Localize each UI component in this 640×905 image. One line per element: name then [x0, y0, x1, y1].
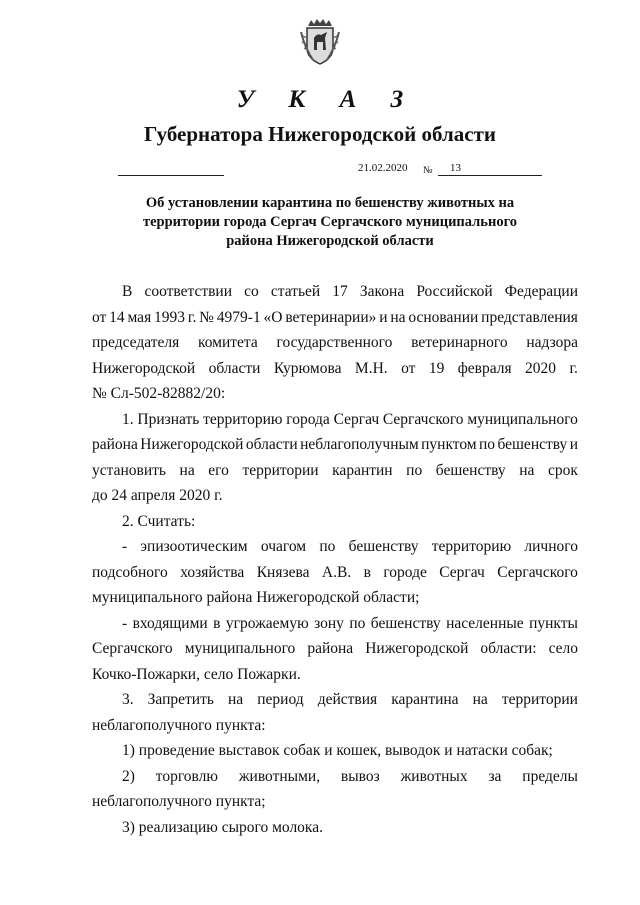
- word: и: [569, 436, 578, 453]
- word: его: [208, 461, 229, 479]
- word: личного: [524, 538, 578, 555]
- word: государственного: [276, 334, 393, 351]
- paragraph-line: [92, 636, 578, 662]
- word: территории: [242, 461, 319, 479]
- word: пункты: [529, 614, 578, 632]
- word: животными,: [238, 767, 321, 785]
- word: февраля: [457, 359, 512, 377]
- word: области:: [480, 640, 537, 657]
- paragraph: [92, 407, 578, 509]
- word: 17: [332, 283, 348, 300]
- word: 3.: [122, 691, 134, 708]
- word: Сергачского: [382, 410, 464, 428]
- word: угрожаемую: [225, 614, 309, 632]
- paragraph-line: 3) реализацию сырого молока.: [122, 818, 323, 836]
- document-heading: [120, 194, 540, 251]
- word: области: [245, 436, 298, 453]
- word: надзора: [526, 334, 578, 351]
- word: Нижегородской: [365, 640, 469, 657]
- word: города: [286, 410, 330, 428]
- word: Сергач: [333, 410, 380, 428]
- document-type-title: У К А З: [236, 86, 418, 113]
- word: 2): [122, 767, 135, 785]
- heading-line: Об установлении карантина по бешенству животных на: [145, 195, 515, 211]
- word: №: [199, 308, 214, 326]
- paragraph: [92, 279, 578, 407]
- paragraph-line: [92, 305, 578, 331]
- paragraph: [92, 509, 578, 535]
- word: территорию: [431, 538, 512, 555]
- word: на: [228, 691, 244, 708]
- paragraph: [92, 738, 578, 764]
- word: г.: [187, 308, 197, 326]
- word: по: [406, 461, 423, 479]
- word: муниципального: [184, 640, 296, 657]
- word: входящими: [132, 614, 208, 632]
- paragraph-line: [92, 330, 578, 356]
- word: на: [390, 308, 406, 326]
- paragraph-line: [92, 458, 578, 484]
- word: эпизоотическим: [140, 538, 248, 555]
- word: хозяйства: [180, 563, 245, 581]
- word: в: [213, 614, 221, 632]
- word: 14: [109, 308, 125, 326]
- word: Нижегородской: [140, 436, 244, 453]
- word: за: [488, 767, 502, 785]
- word: «О: [263, 308, 283, 326]
- word: соответствии: [144, 283, 233, 300]
- word: 19: [428, 359, 445, 377]
- paragraph-line: [92, 534, 578, 560]
- document-number: 13: [450, 162, 461, 174]
- word: Курюмова: [273, 359, 342, 377]
- paragraph-line: № Сл-502-82882/20:: [92, 385, 226, 402]
- heading-line: района Нижегородской области: [226, 233, 434, 249]
- word: территории: [501, 691, 578, 708]
- word: торговлю: [155, 767, 218, 785]
- number-label: №: [423, 165, 433, 176]
- word: -: [122, 614, 128, 632]
- paragraph-line: муниципального района Нижегородской области;: [92, 589, 420, 606]
- word: г.: [569, 359, 578, 377]
- word: городе: [383, 563, 427, 581]
- word: зону: [314, 614, 344, 632]
- word: территорию: [203, 410, 283, 428]
- word: установить: [92, 461, 166, 479]
- heading-line: территории города Сергач Сергачского муниципального: [142, 214, 518, 230]
- word: от: [401, 359, 416, 377]
- word: период: [257, 691, 304, 708]
- document-body: [92, 279, 578, 840]
- word: района: [307, 640, 354, 657]
- word: и: [379, 308, 388, 326]
- word: по: [319, 538, 336, 555]
- word: Российской: [416, 283, 493, 300]
- word: района: [92, 436, 138, 453]
- word: неблагополучным: [300, 436, 419, 453]
- word: А.В.: [321, 563, 352, 581]
- paragraph: [92, 764, 578, 815]
- word: подсобного: [92, 563, 168, 581]
- word: карантин: [332, 461, 393, 479]
- word: ветеринарного: [411, 334, 508, 351]
- word: в: [363, 563, 371, 581]
- paragraph-line: [92, 764, 578, 790]
- paragraph-line: [92, 560, 578, 586]
- word: Федерации: [504, 283, 578, 300]
- word: Нижегородской: [92, 359, 196, 377]
- paragraph: [92, 611, 578, 688]
- paragraph-line: 2. Считать:: [122, 512, 196, 530]
- word: пунктом: [421, 436, 477, 453]
- word: 1.: [122, 410, 134, 428]
- word: животных: [400, 767, 468, 785]
- word: по: [349, 614, 366, 632]
- paragraph-line: [92, 611, 578, 637]
- word: комитета: [197, 334, 258, 351]
- word: Сергачского: [497, 563, 578, 581]
- word: бешенству: [348, 538, 419, 555]
- word: действия: [317, 691, 378, 708]
- word: статьей: [270, 283, 321, 300]
- paragraph: [92, 687, 578, 738]
- number-line: [438, 175, 542, 176]
- word: области: [208, 359, 261, 377]
- word: ветеринарии»: [285, 308, 377, 326]
- word: В: [122, 283, 133, 300]
- word: вывоз: [340, 767, 380, 785]
- word: очагом: [260, 538, 307, 555]
- word: представления: [481, 308, 578, 326]
- word: бешенству: [435, 461, 506, 479]
- word: село: [548, 640, 578, 657]
- word: бешенству: [370, 614, 441, 632]
- word: 2020: [525, 359, 557, 377]
- paragraph-line: неблагополучного пункта:: [92, 716, 266, 734]
- paragraph-line: [92, 279, 578, 305]
- word: на: [179, 461, 195, 479]
- word: пределы: [522, 767, 578, 785]
- document-date: 21.02.2020: [358, 162, 408, 174]
- word: мая: [127, 308, 152, 326]
- paragraph-line: [92, 432, 578, 458]
- paragraph-line: неблагополучного пункта;: [92, 793, 266, 810]
- paragraph-line: 1) проведение выставок собак и кошек, выводок и натаски собак;: [122, 742, 553, 759]
- word: Запретить: [147, 691, 214, 708]
- word: от: [92, 308, 107, 326]
- word: Закона: [359, 283, 405, 300]
- word: Сергачского: [92, 640, 173, 657]
- coat-of-arms-icon: [299, 18, 341, 68]
- paragraph-line: Кочко-Пожарки, село Пожарки.: [92, 665, 301, 683]
- word: бешенству: [497, 436, 568, 453]
- paragraph-line: до 24 апреля 2020 г.: [92, 487, 223, 504]
- word: на: [519, 461, 535, 479]
- word: срок: [547, 461, 578, 479]
- word: на: [472, 691, 488, 708]
- word: Признать: [137, 410, 200, 428]
- word: Князева: [256, 563, 310, 581]
- word: по: [479, 436, 496, 453]
- paragraph: [92, 815, 578, 841]
- word: со: [244, 283, 259, 300]
- word: карантина: [391, 691, 459, 708]
- word: председателя: [92, 334, 180, 351]
- issuer-title: Губернатора Нижегородской области: [144, 122, 496, 146]
- paragraph: [92, 534, 578, 611]
- word: 4979-1: [216, 308, 261, 326]
- word: -: [122, 538, 128, 555]
- word: М.Н.: [354, 359, 388, 377]
- word: населенные: [446, 614, 524, 632]
- paragraph-line: [92, 356, 578, 382]
- word: 1993: [154, 308, 186, 326]
- signature-line: [118, 175, 224, 176]
- paragraph-line: [92, 407, 578, 433]
- word: муниципального: [467, 410, 578, 428]
- word: основании: [408, 308, 479, 326]
- paragraph-line: [92, 687, 578, 713]
- word: Сергач: [439, 563, 485, 581]
